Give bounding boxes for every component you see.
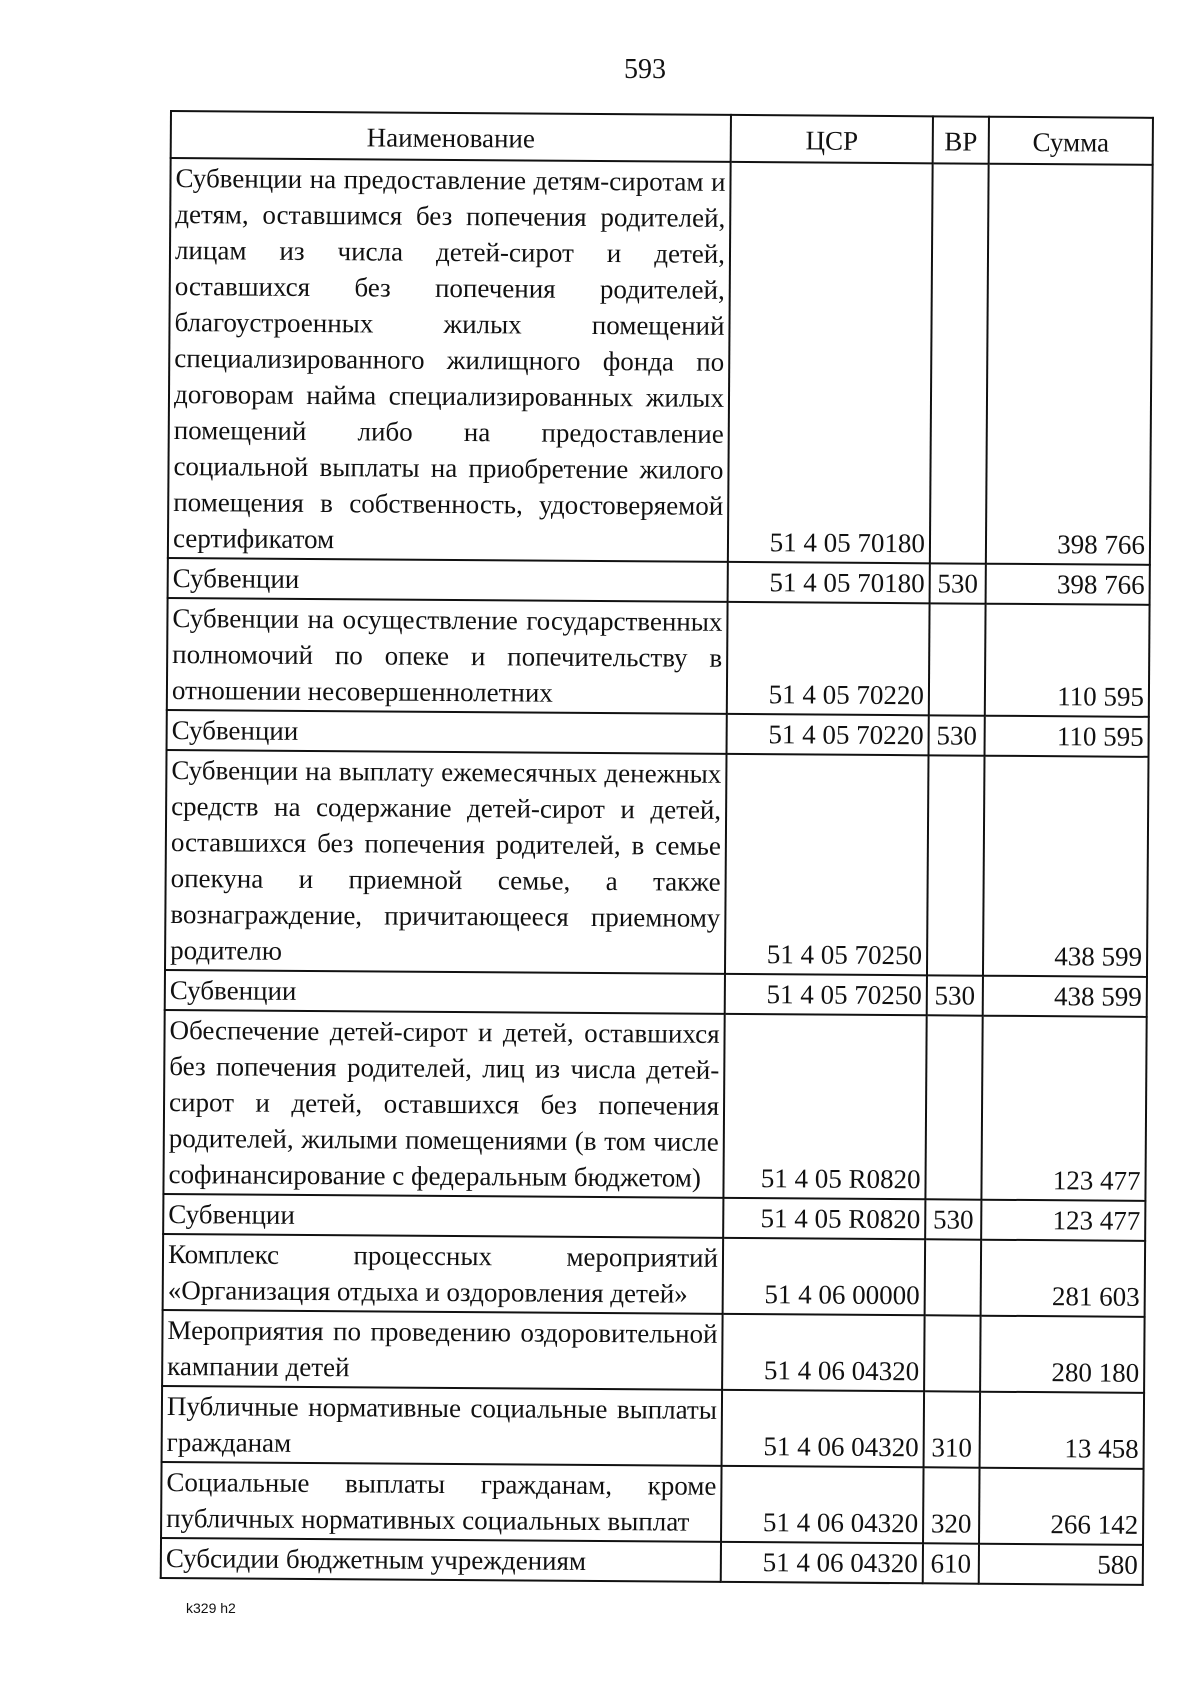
row-csr: 51 4 05 70180 xyxy=(728,562,930,603)
row-vr xyxy=(925,1239,982,1315)
row-csr: 51 4 05 R0820 xyxy=(723,1014,926,1199)
table-row xyxy=(167,598,1150,717)
row-name: Субвенции xyxy=(165,970,725,1014)
row-vr: 310 xyxy=(924,1391,981,1467)
table-row xyxy=(165,750,1149,977)
row-vr: 530 xyxy=(930,563,986,603)
row-name: Обеспечение детей-сирот и детей, оставшихся без попечения родителей, лиц из числа детей-сирот и детей, оставшихся без попечения родителей, жилыми помещениями (в том числе софинансирование с федеральным бюджетом) xyxy=(163,1010,724,1198)
row-vr xyxy=(930,163,989,563)
row-sum: 398 766 xyxy=(986,164,1153,565)
table-row xyxy=(163,1194,1145,1241)
table-row xyxy=(168,558,1150,605)
footer-code: k329 h2 xyxy=(186,1600,236,1616)
table-row xyxy=(162,1310,1145,1393)
header-csr: ЦСР xyxy=(731,115,933,163)
row-name: Социальные выплаты гражданам, кроме публичных нормативных социальных выплат xyxy=(161,1462,722,1542)
row-csr: 51 4 05 R0820 xyxy=(723,1198,925,1239)
row-vr xyxy=(925,1015,982,1199)
row-sum: 281 603 xyxy=(981,1240,1146,1317)
budget-table xyxy=(160,110,1154,1586)
row-sum: 110 595 xyxy=(985,716,1149,757)
row-vr xyxy=(924,1315,981,1391)
row-sum: 398 766 xyxy=(986,564,1150,605)
row-name: Субвенции на предоставление детям-сиротам и детям, оставшимся без попечения родителей, лицам из числа детей-сирот и детей, оставшихся без попечения родителей, благоустроенных жилых помещений специализированного жилищного фонда по договорам найма специализированных жилых помещений либо на предоставление социальной выплаты на приобретение жилого помещения в собственность, удостоверяемой сертификатом xyxy=(168,158,731,562)
row-sum: 438 599 xyxy=(983,976,1147,1017)
row-csr: 51 4 05 70220 xyxy=(727,602,930,715)
row-csr: 51 4 06 04320 xyxy=(722,1314,925,1391)
row-name: Субсидии бюджетным учреждениям xyxy=(161,1538,721,1582)
row-sum: 13 458 xyxy=(980,1392,1145,1469)
row-csr: 51 4 06 04320 xyxy=(721,1466,924,1543)
row-name: Комплекс процессных мероприятий «Организация отдыха и оздоровления детей» xyxy=(163,1234,724,1314)
row-csr: 51 4 05 70250 xyxy=(725,974,927,1015)
row-csr: 51 4 05 70250 xyxy=(725,754,929,975)
row-csr: 51 4 06 04320 xyxy=(721,1542,923,1583)
table-row xyxy=(161,1462,1144,1545)
page-number: 593 xyxy=(624,54,666,85)
row-name: Публичные нормативные социальные выплаты гражданам xyxy=(162,1386,723,1466)
row-name: Субвенции на осуществление государственных полномочий по опеке и попечительству в отношении несовершеннолетних xyxy=(167,598,728,714)
row-name: Мероприятия по проведению оздоровительной кампании детей xyxy=(162,1310,723,1390)
row-vr xyxy=(927,755,985,975)
table-row xyxy=(162,1386,1145,1469)
row-vr: 530 xyxy=(925,1199,981,1239)
row-vr xyxy=(929,603,986,715)
row-sum: 110 595 xyxy=(985,604,1150,717)
row-sum: 123 477 xyxy=(981,1200,1145,1241)
row-csr: 51 4 05 70220 xyxy=(727,714,929,755)
row-name: Субвенции xyxy=(168,558,728,602)
row-vr: 530 xyxy=(929,715,985,755)
table-row xyxy=(163,1234,1146,1317)
table-row xyxy=(163,1010,1146,1201)
row-sum: 266 142 xyxy=(979,1468,1144,1545)
header-name: Наименование xyxy=(171,111,731,162)
table-header-row xyxy=(171,111,1153,165)
row-sum: 438 599 xyxy=(983,756,1149,977)
row-csr: 51 4 05 70180 xyxy=(728,162,933,563)
table-row xyxy=(165,970,1147,1017)
row-name: Субвенции на выплату ежемесячных денежных средств на содержание детей-сирот и детей, оставшихся без попечения родителей, в семье опекуна и приемной семье, а также вознаграждение, причитающееся приемному родителю xyxy=(165,750,727,974)
row-csr: 51 4 06 04320 xyxy=(722,1390,925,1467)
table-row xyxy=(168,158,1153,565)
row-sum: 123 477 xyxy=(981,1016,1146,1201)
header-vr: ВР xyxy=(933,116,989,163)
row-vr: 530 xyxy=(927,975,983,1015)
row-sum: 580 xyxy=(979,1544,1143,1585)
header-sum: Сумма xyxy=(989,117,1153,165)
row-csr: 51 4 06 00000 xyxy=(723,1238,926,1315)
row-vr: 610 xyxy=(923,1543,979,1583)
row-name: Субвенции xyxy=(163,1194,723,1238)
row-vr: 320 xyxy=(923,1467,980,1543)
table-row xyxy=(167,710,1149,757)
table-row xyxy=(161,1538,1143,1585)
row-name: Субвенции xyxy=(167,710,727,754)
row-sum: 280 180 xyxy=(980,1316,1145,1393)
